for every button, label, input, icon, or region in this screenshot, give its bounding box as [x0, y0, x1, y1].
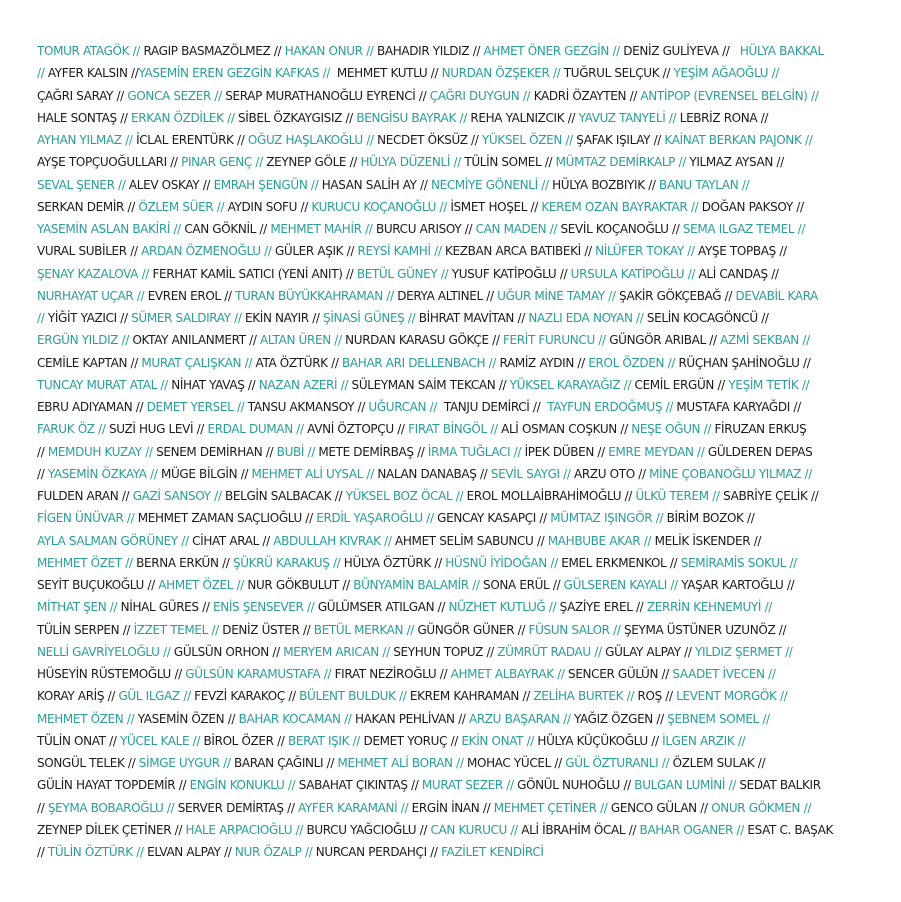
name-segment: NURCAN PERDAHÇI //: [312, 845, 438, 859]
name-segment-highlight: AYFER KARAMANİ //: [294, 800, 409, 815]
name-segment: YASEMİN ÖZEN //: [134, 711, 236, 726]
name-segment: NUR GÖKBULUT //: [243, 578, 350, 592]
name-segment: ŞAZİYE EREL //: [556, 600, 644, 615]
name-segment-highlight: ŞİNASİ GÜNEŞ //: [319, 311, 416, 325]
name-line: [37, 418, 873, 440]
name-segment: SELİN KOCAGÖNCÜ //: [643, 311, 769, 325]
name-line: [37, 819, 873, 841]
name-segment-highlight: HÜSNÜ İYİDOĞAN //: [441, 555, 558, 570]
name-segment: GÜLDEREN DEPAS: [704, 444, 813, 459]
name-line: [37, 730, 873, 752]
name-segment-highlight: MAHBUBE AKAR //: [544, 533, 652, 548]
name-segment-highlight: UĞUR MİNE TAMAY //: [493, 288, 616, 303]
name-segment: SUZİ HUG LEVİ //: [105, 422, 204, 437]
name-segment: İPEK DÜBEN //: [521, 444, 605, 459]
name-segment-highlight: BANU TAYLAN //: [655, 177, 750, 192]
name-segment: GÜLSÜN ORHON //: [170, 644, 280, 659]
name-segment-highlight: NÜZHET KUTLUĞ //: [445, 600, 557, 615]
name-line: [37, 441, 873, 463]
name-segment: ŞEYMA ÜSTÜNER UZUNÖZ //: [620, 622, 787, 637]
name-segment-highlight: SEVİL SAYGI //: [487, 466, 571, 481]
name-segment: ROŞ //: [634, 689, 673, 704]
name-segment-highlight: MEHMET ÖZET //: [37, 555, 133, 570]
name-segment-highlight: ÇAĞRI DUYGUN //: [426, 88, 531, 103]
name-line: [37, 196, 873, 218]
name-segment: LEBRİZ RONA //: [676, 110, 769, 125]
name-segment-highlight: NAZAN AZERİ //: [255, 377, 349, 392]
name-segment-highlight: SEMİRAMİS SOKUL //: [677, 555, 797, 570]
name-segment: VURAL SUBİLER //: [37, 244, 138, 259]
name-segment-highlight: ŞENAY KAZALOVA //: [37, 266, 149, 281]
name-segment: RAGIP BASMAZÖLMEZ //: [140, 44, 282, 58]
name-segment-highlight: ANTİPOP (EVRENSEL BELGİN) //: [636, 88, 819, 103]
name-line: [37, 619, 873, 641]
name-line: [37, 352, 873, 374]
name-segment-highlight: MEHMET ÇETİNER //: [490, 800, 608, 815]
name-segment-highlight: FERİT FURUNCU //: [499, 333, 606, 348]
name-segment: NALAN DANABAŞ //: [373, 466, 488, 481]
name-segment-highlight: MERYEM ARICAN //: [279, 644, 390, 659]
name-line: [37, 285, 873, 307]
name-segment-highlight: NUR ÖZALP //: [231, 845, 313, 859]
name-segment-highlight: BERAT IŞIK //: [284, 733, 360, 748]
name-line: [37, 396, 873, 418]
name-segment: HÜSEYİN RÜSTEMOĞLU //: [37, 667, 182, 681]
name-segment: AYFER KALSIN //: [47, 66, 139, 81]
name-segment-highlight: BÜLENT BULDUK //: [295, 689, 407, 704]
name-segment-highlight: //: [37, 311, 48, 325]
name-line: [37, 107, 873, 129]
name-segment-highlight: GAZİ SANSOY //: [129, 489, 222, 503]
name-segment: HASAN SALİH AY //: [318, 177, 428, 192]
name-segment: YUSUF KATİPOĞLU //: [448, 266, 568, 281]
name-segment-highlight: MÜMTAZ IŞINGÖR //: [546, 511, 664, 526]
name-line: [37, 685, 873, 707]
name-segment: YILMAZ AYSAN //: [685, 155, 784, 170]
name-segment: BAHADIR YILDIZ //: [373, 44, 481, 58]
name-segment-highlight: REYSİ KAMHİ //: [354, 244, 442, 259]
name-segment: FULDEN ARAN //: [37, 489, 130, 503]
name-line: [37, 218, 873, 240]
name-segment-highlight: HÜLYA DÜZENLİ //: [357, 155, 461, 170]
name-segment: YAĞIZ ÖZGEN //: [570, 711, 664, 726]
name-segment-highlight: SAADET İVECEN //: [668, 667, 776, 681]
name-segment: SONA ERÜL //: [479, 578, 561, 592]
name-line: [37, 151, 873, 173]
names-text-block: [37, 40, 873, 863]
name-segment: YİĞİT YAZICI //: [47, 311, 128, 325]
name-line: [37, 307, 873, 329]
name-line: [37, 62, 873, 84]
name-segment: SERVER DEMİRTAŞ //: [174, 800, 295, 815]
name-segment: BURCU YAĞCIOĞLU //: [303, 822, 428, 837]
name-segment-highlight: LEVENT MORGÖK //: [672, 689, 788, 704]
name-segment-highlight: FÜSUN SALOR //: [525, 622, 621, 637]
name-segment: AYŞE TOPBAŞ //: [694, 244, 787, 259]
name-segment-highlight: ÜLKÜ TEREM //: [632, 489, 720, 503]
name-segment: SEVİL KOÇANOĞLU //: [557, 222, 680, 236]
name-segment: SONGÜL TELEK //: [37, 756, 136, 770]
name-segment: EVREN EROL //: [144, 288, 232, 303]
name-segment: //: [37, 845, 48, 859]
name-segment: KADRİ ÖZAYTEN //: [530, 88, 637, 103]
name-segment-highlight: MİNE ÇOBANOĞLU YILMAZ //: [645, 466, 812, 481]
name-segment-highlight: EMRE MEYDAN //: [604, 444, 705, 459]
name-segment: BİROL ÖZER //: [200, 733, 285, 748]
name-segment-highlight: BAHAR KOCAMAN //: [235, 711, 352, 726]
name-segment-highlight: TURAN BÜYÜKKAHRAMAN //: [231, 288, 394, 303]
name-segment: DENİZ GULİYEVA //: [619, 44, 737, 58]
name-segment: NİHAL GÜRES //: [117, 600, 210, 615]
name-segment: EMEL ERKMENKOL //: [557, 555, 678, 570]
name-segment: TANSU AKMANSOY //: [244, 400, 365, 414]
name-segment: ZEYNEP GÖLE //: [262, 155, 358, 170]
name-segment-highlight: BULGAN LUMİNİ //: [630, 778, 736, 793]
name-segment: FIRAT NEZİROĞLU //: [331, 667, 448, 681]
name-segment-highlight: MEHMET ÖZEN //: [37, 711, 135, 726]
name-segment-highlight: EROL ÖZDEN //: [584, 355, 675, 370]
name-segment: BİHRAT MAVİTAN //: [415, 311, 525, 325]
name-segment: ELVAN ALPAY //: [143, 845, 232, 859]
name-segment-highlight: BAHAR ARI DELLENBACH //: [338, 355, 496, 370]
name-segment-highlight: İZZET TEMEL //: [130, 622, 219, 637]
name-segment-highlight: ZELİHA BURTEK //: [529, 689, 635, 704]
name-segment-highlight: MURAT SEZER //: [418, 778, 514, 793]
name-segment: MEHMET KUTLU //: [329, 66, 439, 81]
name-segment-highlight: ONUR GÖKMEN //: [707, 800, 812, 815]
name-segment: MEHMET ZAMAN SAÇLIOĞLU //: [134, 511, 313, 526]
name-segment: HALE SONTAŞ //: [37, 110, 128, 125]
name-segment: ATA ÖZTÜRK //: [252, 355, 339, 370]
name-segment-highlight: MİTHAT ŞEN //: [37, 600, 118, 615]
name-segment: MUSTAFA KARYAĞDI //: [672, 400, 801, 414]
name-segment-highlight: MEHMET ALİ UYSAL //: [248, 466, 374, 481]
name-segment-highlight: NECMİYE GÖNENLİ //: [427, 177, 549, 192]
name-segment-highlight: YÜKSEL ÖZEN //: [478, 133, 573, 147]
name-segment: SEYİT BUÇUKOĞLU //: [37, 578, 155, 592]
name-segment-highlight: ALTAN ÜREN //: [256, 333, 342, 348]
name-segment: İCLAL ERENTÜRK //: [132, 133, 245, 147]
name-segment: GÜLER AŞIK //: [271, 244, 355, 259]
name-segment-highlight: DEVABİL KARA: [732, 288, 819, 303]
name-segment: İSMET HOŞEL //: [446, 199, 538, 214]
name-line: [37, 774, 873, 796]
name-segment-highlight: GÜLSEREN KAYALI //: [560, 578, 678, 592]
name-segment-highlight: AHMET ÖZEL //: [154, 578, 244, 592]
name-segment-highlight: MÜMTAZ DEMİRKALP //: [552, 155, 686, 170]
name-segment: SERKAN DEMİR //: [37, 199, 135, 214]
name-segment-highlight: YAVUZ TANYELİ //: [575, 110, 677, 125]
name-segment: TÜLİN ONAT //: [37, 733, 117, 748]
name-segment: GÜLAY ALPAY //: [601, 644, 692, 659]
name-segment-highlight: BÜNYAMİN BALAMİR //: [349, 578, 480, 592]
name-segment: RÜÇHAN ŞAHİNOĞLU //: [674, 355, 811, 370]
name-segment: SERAP MURATHANOĞLU EYRENCİ //: [221, 88, 427, 103]
name-segment-highlight: KURUCU KOÇANOĞLU //: [307, 199, 447, 214]
name-segment: SABAHAT ÇIKINTAŞ //: [295, 778, 419, 793]
name-line: [37, 129, 873, 151]
name-line: [37, 663, 873, 685]
name-segment-highlight: ŞEBNEM SOMEL //: [663, 711, 770, 726]
name-segment-highlight: YEŞİM AĞAOĞLU //: [670, 66, 779, 81]
name-segment-highlight: YASEMİN EREN GEZGİN KAFKAS //: [138, 66, 330, 81]
name-segment: ERGİN İNAN //: [408, 800, 491, 815]
name-line: [37, 485, 873, 507]
name-segment: ŞAFAK IŞILAY //: [572, 133, 661, 147]
name-segment: HÜLYA ÖZTÜRK //: [340, 555, 442, 570]
name-segment: SİBEL ÖZKAYGISIZ //: [234, 110, 353, 125]
name-segment: REHA YALNIZCIK //: [466, 110, 576, 125]
name-segment-highlight: YASEMİN ASLAN BAKİRİ //: [37, 222, 181, 236]
name-segment-highlight: YÜKSEL KARAYAĞIZ //: [506, 377, 632, 392]
name-segment-highlight: MEMDUH KUZAY //: [47, 444, 153, 459]
name-segment-highlight: YÜCEL KALE //: [116, 733, 201, 748]
name-segment-highlight: //: [37, 66, 48, 81]
name-segment: GÜLİN HAYAT TOPDEMİR //: [37, 778, 187, 793]
name-segment: CEMİL ERGÜN //: [631, 377, 725, 392]
name-segment: NİHAT YAVAŞ //: [167, 377, 256, 392]
name-segment-highlight: PINAR GENÇ //: [177, 155, 263, 170]
name-segment: DERYA ALTINEL //: [393, 288, 494, 303]
name-segment: EKİN NAYIR //: [241, 311, 320, 325]
name-segment-highlight: OĞUZ HAŞLAKOĞLU //: [244, 133, 374, 147]
name-segment: METE DEMİRBAŞ //: [314, 444, 425, 459]
name-line: [37, 752, 873, 774]
name-segment: MÜGE BİLGİN //: [157, 466, 249, 481]
name-segment-highlight: NAZLI EDA NOYAN //: [524, 311, 644, 325]
name-segment: HÜLYA KÜÇÜKOĞLU //: [533, 733, 659, 748]
name-segment: BİRİM BOZOK //: [663, 511, 755, 526]
name-segment: MELİK İSKENDER //: [651, 533, 762, 548]
name-segment: GÜNGÖR ARIBAL //: [605, 333, 717, 348]
name-segment: AVNİ ÖZTOPÇU //: [303, 422, 405, 437]
name-segment: ÖZLEM SULAK //: [669, 756, 766, 770]
name-segment-highlight: BETÜL MERKAN //: [310, 622, 415, 637]
name-segment-highlight: FİGEN ÜNÜVAR //: [37, 511, 135, 526]
name-segment-highlight: HALE ARPACIOĞLU //: [182, 822, 303, 837]
name-segment: GÜNGÖR GÜNER //: [414, 622, 526, 637]
name-segment-highlight: İLGEN ARZIK //: [658, 733, 746, 748]
name-segment: GÜLÜMSER ATILGAN //: [314, 600, 446, 615]
name-segment: NURDAN KARASU GÖKÇE //: [341, 333, 500, 348]
name-segment: RAMİZ AYDIN //: [496, 355, 585, 370]
name-segment-highlight: FAZİLET KENDİRCİ: [437, 845, 544, 859]
name-segment: SEYHUN TOPUZ //: [389, 644, 494, 659]
name-segment-highlight: ERDİL YAŞAROĞLU //: [312, 511, 434, 526]
name-segment: ŞAKİR GÖKÇEBAĞ //: [615, 288, 733, 303]
name-segment-highlight: BAHAR OGANER //: [636, 822, 744, 837]
name-line: [37, 40, 873, 62]
name-segment-highlight: YEŞİM TETİK //: [724, 377, 810, 392]
name-segment-highlight: MURAT ÇALIŞKAN //: [137, 355, 253, 370]
name-line: [37, 374, 873, 396]
name-segment: //: [37, 444, 48, 459]
name-segment-highlight: ERKAN ÖZDİLEK //: [127, 110, 235, 125]
name-segment: OKTAY ANILANMERT //: [129, 333, 257, 348]
name-segment: KORAY ARİŞ //: [37, 689, 115, 704]
name-segment: SENCER GÜLÜN //: [564, 667, 669, 681]
name-segment-highlight: AYHAN YILMAZ //: [37, 133, 133, 147]
name-segment: SABRİYE ÇELİK //: [719, 489, 819, 503]
name-segment: DEMET YORUÇ //: [359, 733, 458, 748]
name-segment-highlight: FIRAT BİNGÖL //: [404, 422, 498, 437]
name-segment-highlight: TOMUR ATAGÖK //: [37, 44, 141, 58]
name-segment-highlight: KEREM OZAN BAYRAKTAR //: [537, 199, 699, 214]
name-segment: CAN GÖKNİL //: [180, 222, 267, 236]
name-segment: ZEYNEP DİLEK ÇETİNER //: [37, 822, 183, 837]
name-line: [37, 596, 873, 618]
name-segment: MOHAC YÜCEL //: [463, 756, 562, 770]
name-line: [37, 530, 873, 552]
name-segment: AYDIN SOFU //: [224, 199, 308, 214]
name-segment: YAŞAR KARTOĞLU //: [677, 578, 795, 592]
name-segment: ALİ CANDAŞ //: [695, 266, 779, 281]
name-segment-highlight: SÜMER SALDIRAY //: [127, 311, 242, 325]
name-segment-highlight: NEŞE OĞUN //: [627, 422, 712, 437]
name-segment-highlight: ENGİN KONUKLU //: [186, 778, 296, 793]
name-segment-highlight: URSULA KATİPOĞLU //: [567, 266, 696, 281]
name-segment: CİHAT ARAL //: [188, 533, 270, 548]
name-segment-highlight: ERDAL DUMAN //: [204, 422, 304, 437]
name-line: [37, 552, 873, 574]
name-segment-highlight: EMRAH ŞENGÜN //: [210, 177, 319, 192]
name-segment-highlight: GÜL ÖZTURANLI //: [561, 756, 670, 770]
name-segment: TUĞRUL SELÇUK //: [560, 66, 671, 81]
name-line: [37, 174, 873, 196]
name-segment-highlight: MEHMET MAHİR //: [266, 222, 373, 236]
name-segment-highlight: YILDIZ ŞERMET //: [691, 644, 793, 659]
name-segment-highlight: İRMA TUĞLACI //: [424, 444, 522, 459]
name-line: [37, 841, 873, 863]
name-segment-highlight: ENİS ŞENSEVER //: [209, 600, 315, 615]
name-line: [37, 574, 873, 596]
name-segment-highlight: GÜLSÜN KARAMUSTAFA //: [181, 667, 332, 681]
name-segment-highlight: AHMET ÖNER GEZGİN //: [480, 44, 620, 58]
name-line: [37, 263, 873, 285]
name-segment: HÜLYA BOZBIYIK //: [548, 177, 656, 192]
name-segment-highlight: GÜL ILGAZ //: [115, 689, 191, 704]
name-segment: HAKAN PEHLİVAN //: [351, 711, 466, 726]
name-segment-highlight: GONCA SEZER //: [123, 88, 222, 103]
name-segment-highlight: ABDULLAH KIVRAK //: [269, 533, 392, 548]
name-segment-highlight: CAN MADEN //: [472, 222, 558, 236]
name-line: [37, 507, 873, 529]
name-segment: ÇAĞRI SARAY //: [37, 88, 124, 103]
name-line: [37, 240, 873, 262]
name-segment: AHMET SELİM SABUNCU //: [391, 533, 545, 548]
name-segment: TÜLİN SERPEN //: [37, 622, 131, 637]
name-segment: NECDET ÖKSÜZ //: [373, 133, 479, 147]
name-segment-highlight: TÜLİN ÖZTÜRK //: [47, 845, 144, 859]
name-segment-highlight: ARZU BAŞARAN //: [465, 711, 571, 726]
name-segment-highlight: CAN KURUCU //: [427, 822, 518, 837]
name-segment: BERNA ERKÜN //: [132, 555, 230, 570]
name-segment-highlight: KAİNAT BERKAN PAJONK //: [660, 133, 813, 147]
name-segment-highlight: ŞÜKRÜ KARAKUŞ //: [229, 555, 341, 570]
name-segment: AYŞE TOPÇUOĞULLARI //: [37, 155, 178, 170]
name-segment: GÖNÜL NUHOĞLU //: [513, 778, 631, 793]
name-segment-highlight: MEHMET ALİ BORAN //: [334, 756, 464, 770]
name-segment: GENCO GÜLAN //: [607, 800, 708, 815]
name-segment-highlight: ARDAN ÖZMENOĞLU //: [137, 244, 272, 259]
name-segment-highlight: ÖZLEM SÜER //: [134, 199, 225, 214]
name-segment-highlight: SEMA ILGAZ TEMEL //: [679, 222, 806, 236]
name-segment-highlight: YASEMİN ÖZKAYA //: [47, 466, 158, 481]
name-line: [37, 85, 873, 107]
name-segment-highlight: TAYFUN ERDOĞMUŞ //: [540, 400, 673, 414]
name-segment: SENEM DEMİRHAN //: [152, 444, 274, 459]
name-segment: FİRUZAN ERKUŞ: [711, 422, 807, 437]
name-segment: DOĞAN PAKSOY //: [698, 199, 804, 214]
name-segment-highlight: NELLİ GAVRİYELOĞLU //: [37, 644, 171, 659]
name-segment: ESAT C. BAŞAK: [743, 822, 834, 837]
name-segment-highlight: YÜKSEL BOZ ÖCAL //: [342, 489, 464, 503]
name-segment-highlight: AZMİ SEKBAN //: [716, 333, 810, 348]
name-line: [37, 329, 873, 351]
name-segment-highlight: NİLÜFER TOKAY //: [591, 244, 695, 259]
name-segment: GENCAY KASAPÇI //: [433, 511, 547, 526]
name-segment-highlight: AHMET ALBAYRAK //: [447, 667, 565, 681]
name-segment: KEZBAN ARCA BATIBEKİ //: [441, 244, 592, 259]
name-segment: FEVZİ KARAKOÇ //: [190, 689, 296, 704]
name-segment-highlight: DEMET YERSEL //: [143, 400, 245, 414]
name-line: [37, 708, 873, 730]
name-segment-highlight: BENGİSU BAYRAK //: [352, 110, 467, 125]
name-segment: CEMİLE KAPTAN //: [37, 355, 138, 370]
name-segment: EKREM KAHRAMAN //: [406, 689, 530, 704]
name-segment-highlight: FARUK ÖZ //: [37, 422, 106, 437]
name-segment-highlight: NURDAN ÖZŞEKER //: [438, 66, 561, 81]
name-segment: TANJU DEMİRCİ //: [436, 400, 541, 414]
name-segment-highlight: EKİN ONAT //: [457, 733, 534, 748]
name-segment-highlight: AYLA SALMAN GÖRÜNEY //: [37, 533, 189, 548]
name-segment: //: [37, 466, 48, 481]
name-segment: BARAN ÇAĞINLI //: [230, 756, 335, 770]
name-segment: ARZU OTO //: [570, 466, 646, 481]
name-segment: TÜLİN SOMEL //: [460, 155, 553, 170]
name-segment: SEDAT BALKIR: [735, 778, 821, 793]
name-segment: //: [37, 800, 48, 815]
name-segment-highlight: HAKAN ONUR //: [281, 44, 374, 58]
name-segment-highlight: NURHAYAT UÇAR //: [37, 288, 145, 303]
name-segment-highlight: BETÜL GÜNEY //: [353, 266, 449, 281]
name-segment-highlight: TUNCAY MURAT ATAL //: [37, 377, 168, 392]
name-segment: ALİ OSMAN COŞKUN //: [497, 422, 628, 437]
name-line: [37, 641, 873, 663]
name-segment-highlight: ZERRİN KEHNEMUYİ //: [643, 600, 772, 615]
name-segment-highlight: UĞURCAN //: [364, 400, 437, 414]
name-segment: DENİZ ÜSTER //: [218, 622, 311, 637]
name-segment-highlight: ZÜMRÜT RADAU //: [493, 644, 602, 659]
name-segment: BELGİN SALBACAK //: [221, 489, 343, 503]
name-segment: FERHAT KAMİL SATICI (YENİ ANIT) //: [149, 266, 354, 281]
name-segment-highlight: ŞEYMA BOBAROĞLU //: [47, 800, 175, 815]
name-line: [37, 797, 873, 819]
name-segment-highlight: SİMGE UYGUR //: [135, 756, 231, 770]
name-segment-highlight: BUBİ //: [273, 444, 315, 459]
name-segment: BURCU ARISOY //: [372, 222, 473, 236]
name-segment: SÜLEYMAN SAİM TEKCAN //: [348, 377, 507, 392]
name-segment-highlight: SEVAL ŞENER //: [37, 177, 126, 192]
name-segment-highlight: ERGÜN YILDIZ //: [37, 333, 129, 348]
name-line: [37, 463, 873, 485]
name-segment: ALİ İBRAHİM ÖCAL //: [517, 822, 637, 837]
name-segment-highlight: HÜLYA BAKKAL: [736, 44, 824, 58]
name-segment: ALEV OSKAY //: [125, 177, 211, 192]
name-segment: EBRU ADIYAMAN //: [37, 400, 144, 414]
name-segment: EROL MOLLAİBRAHİMOĞLU //: [463, 489, 632, 503]
